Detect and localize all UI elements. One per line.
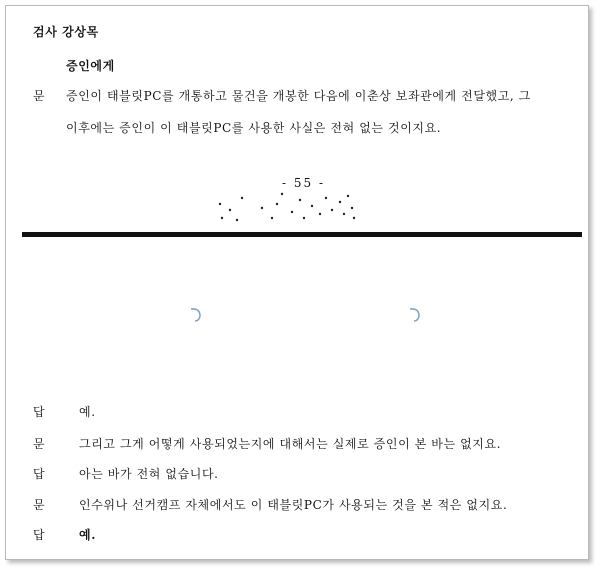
punch-hole-mark [407, 306, 423, 324]
qa-text: 인수위나 선거캠프 자체에서도 이 태블릿PC가 사용되는 것을 본 적은 없지요. [79, 498, 508, 512]
page-number: - 55 - [282, 176, 326, 190]
qa-label: 문 [33, 89, 45, 103]
speaker-heading: 검사 강상목 [33, 25, 99, 39]
qa-label: 답 [33, 467, 45, 481]
qa-text: 예. [79, 528, 96, 542]
qa-text: 아는 바가 전혀 없습니다. [79, 467, 219, 481]
qa-text-line: 증인이 태블릿PC를 개통하고 물건을 개봉한 다음에 이춘상 보좌관에게 전달했고, 그 [66, 89, 531, 103]
scan-noise-dots [212, 190, 362, 226]
qa-text: 예. [79, 405, 96, 419]
qa-label: 답 [33, 405, 45, 419]
qa-label: 답 [33, 528, 45, 542]
page-divider [22, 232, 582, 237]
qa-label: 문 [33, 437, 45, 451]
qa-text: 그리고 그게 어떻게 사용되었는지에 대해서는 실제로 증인이 본 바는 없지요. [79, 437, 502, 451]
qa-label: 문 [33, 498, 45, 512]
qa-text-line: 이후에는 증인이 이 태블릿PC를 사용한 사실은 전혀 없는 것이지요. [66, 121, 442, 135]
punch-hole-mark [188, 306, 204, 324]
addressee-line: 증인에게 [66, 59, 115, 73]
